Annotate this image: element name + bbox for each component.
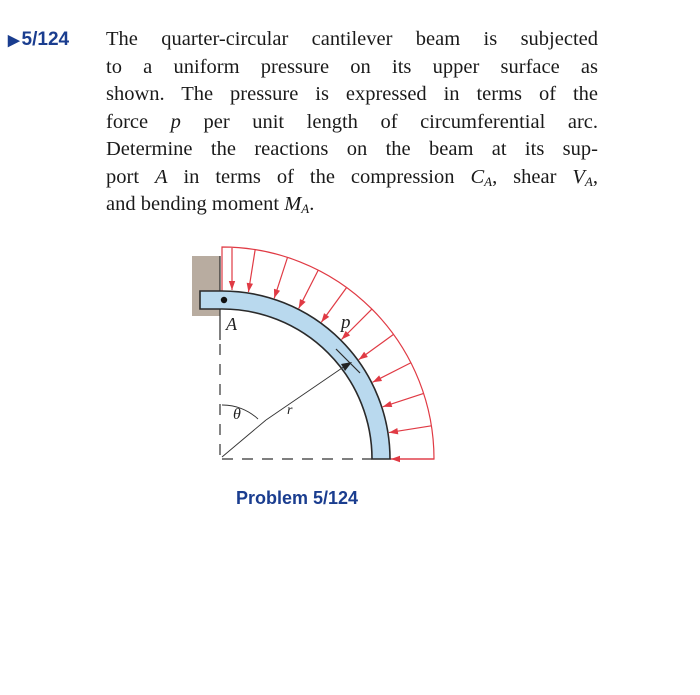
pressure-arrow-head-icon [391, 456, 400, 462]
triangle-marker-icon: ▶ [8, 32, 20, 49]
pressure-arrow-head-icon [274, 289, 280, 299]
pressure-arrow-head-icon [389, 428, 398, 434]
problem-number-text: 5/124 [21, 29, 70, 50]
label-r: r [287, 403, 293, 418]
problem-line: The quarter-circular cantilever beam is subjected [106, 28, 598, 50]
angle-line [222, 420, 266, 457]
pressure-arrow-head-icon [229, 281, 235, 290]
radius-line [266, 366, 345, 420]
label-a: A [226, 314, 237, 334]
pressure-arrow-head-icon [373, 375, 382, 382]
support-pin-icon [221, 297, 227, 303]
pressure-arrow-head-icon [247, 283, 253, 292]
pressure-arrow-head-icon [383, 401, 393, 407]
problem-line: port A in terms of the compression $C_A$, shear $V_A$, [106, 165, 598, 189]
figure-caption: Problem 5/124 [236, 488, 359, 508]
pressure-arrow-head-icon [359, 352, 368, 360]
problem-line: shown. The pressure is expressed in terms of the [106, 83, 598, 105]
pressure-arrow-head-icon [299, 299, 306, 308]
problem-line: and bending moment $M_A$. [106, 193, 315, 216]
problem-line: Determine the reactions on the beam at its sup- [106, 138, 598, 160]
pressure-arrow-head-icon [321, 313, 329, 322]
label-p: p [341, 312, 351, 333]
label-theta: θ [233, 406, 241, 423]
problem-line: to a uniform pressure on its upper surface as [106, 55, 598, 78]
problem-line: force p per unit length of circumferential arc. [106, 110, 598, 133]
